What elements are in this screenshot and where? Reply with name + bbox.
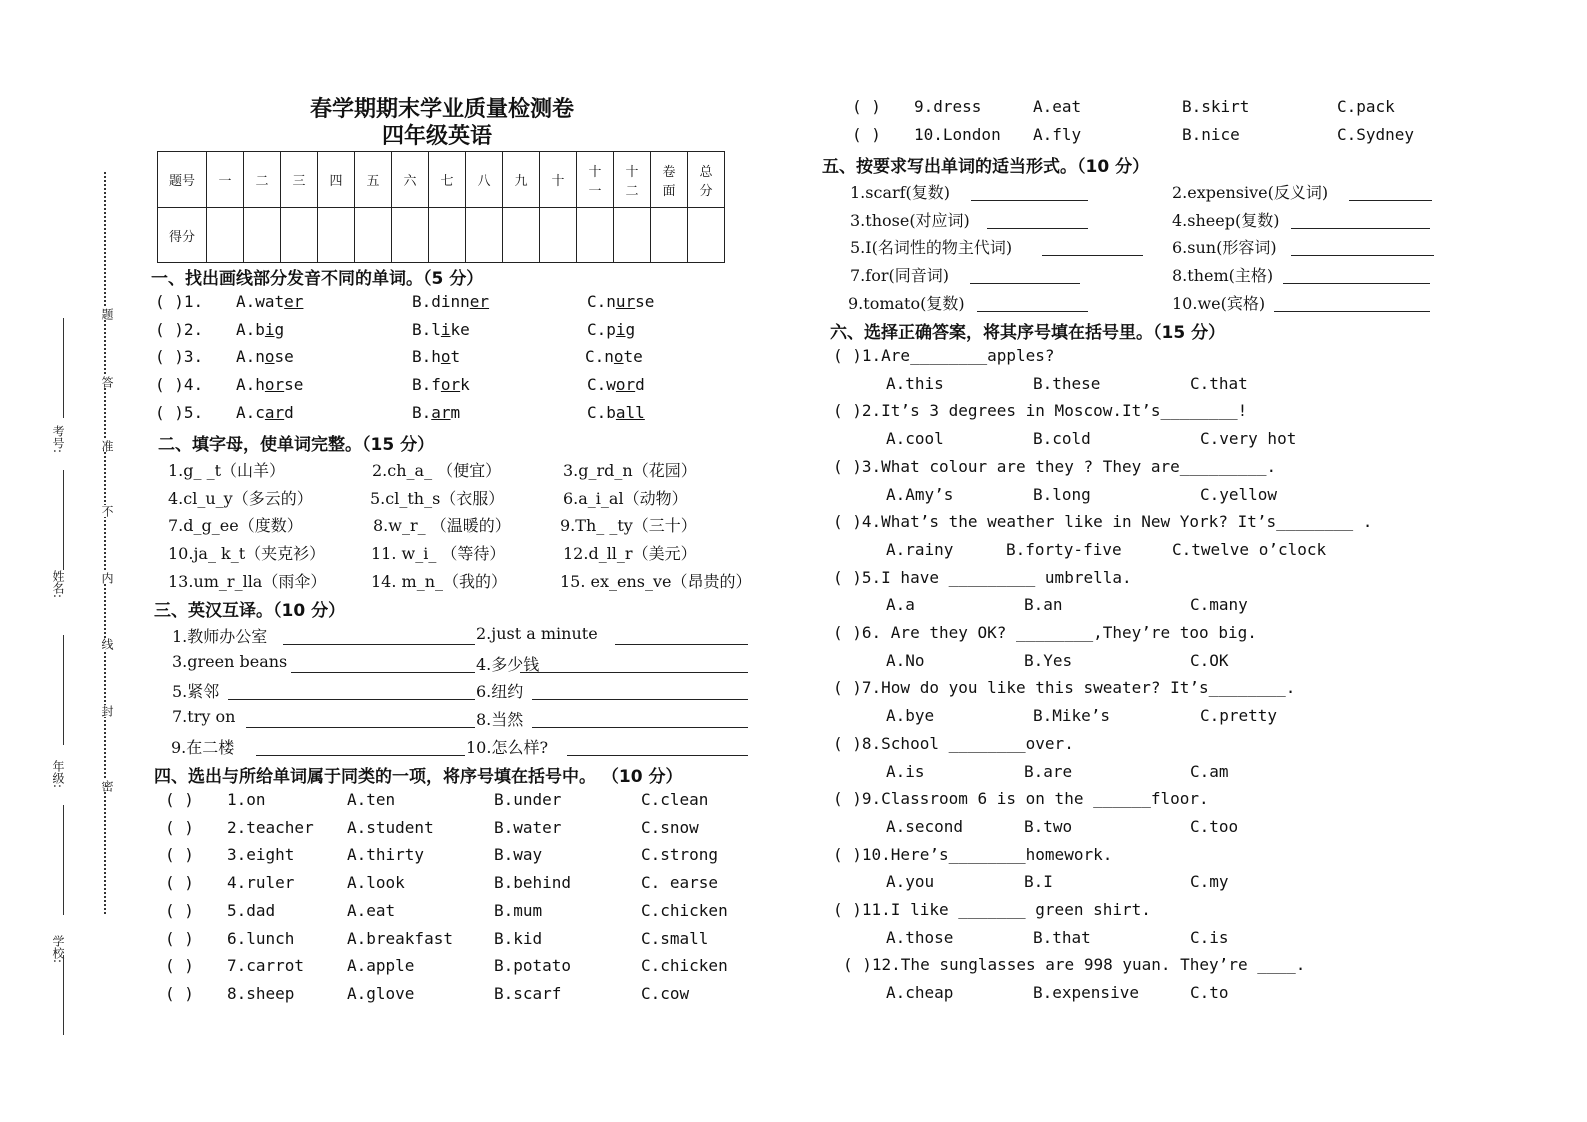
s1-option-text: g (274, 319, 285, 339)
s6-question: ( )5.I have _________ umbrella. (833, 567, 1132, 587)
s6-option: C.to (1190, 983, 1229, 1003)
score-row2-label: 得分 (158, 208, 207, 263)
s4-cell: A.fly (1033, 124, 1082, 144)
s3-term: 4.多少钱 (476, 654, 540, 674)
s6-option: B.two (1024, 816, 1073, 836)
s4-cell: C.cow (641, 983, 690, 1003)
score-col-header: 九 (503, 152, 540, 208)
s4-cell: 6.lunch (227, 928, 295, 948)
s4-cell: B.behind (494, 873, 572, 893)
score-col-header-char: 卷 (662, 164, 676, 180)
section1-title: 一、找出画线部分发音不同的单词。（5 分） (151, 269, 484, 289)
s4-cell: 3.eight (227, 845, 295, 865)
score-col-header: 六 (392, 152, 429, 208)
binding-write-line (63, 470, 64, 570)
s3-term: 1.教师办公室 (172, 627, 268, 646)
s1-option (236, 403, 294, 422)
s3-term: 8.当然 (476, 710, 524, 730)
s2-word-item: 10.ja_ k_t（夹克衫） (168, 544, 326, 564)
s4-cell: 1.on (227, 790, 266, 809)
s4-cell: A.breakfast (347, 928, 453, 948)
s3-term: 3.green beans (172, 651, 288, 671)
s6-option: A.cool (886, 429, 944, 449)
s4-cell: A.eat (1033, 97, 1082, 116)
binding-label: 学校: (51, 935, 65, 964)
section6-title: 六、选择正确答案，将其序号填在括号里。（15 分） (830, 323, 1226, 343)
s4-cell: B.water (494, 817, 562, 837)
s2-word-item: 8.w_r_ （温暖的） (373, 516, 511, 536)
s2-word-item: 13.um_r_lla（雨伞） (168, 571, 327, 591)
s1-option-text: m (450, 402, 461, 422)
s6-option: C.am (1190, 761, 1229, 781)
s1-option-text: C.w (587, 375, 616, 395)
s1-option-text: B.dinn (412, 292, 470, 311)
s5-answer-line (977, 311, 1088, 312)
s1-underlined-part: o (440, 347, 451, 367)
exam-title: 春学期期末学业质量检测卷 (310, 97, 575, 122)
s4-cell: ( ) (165, 845, 194, 865)
s4-cell: C.chicken (641, 956, 728, 976)
score-col-header: 八 (466, 152, 503, 208)
s4-cell: B.mum (494, 900, 543, 920)
score-col-header-char: 十 (625, 164, 639, 180)
s5-term: 2.expensive(反义词) (1172, 183, 1329, 202)
s3-answer-line (228, 699, 475, 700)
binding-write-line (63, 805, 64, 915)
s3-answer-line (615, 644, 748, 645)
s4-cell: B.way (494, 845, 543, 865)
score-cell[interactable] (503, 208, 540, 263)
s3-answer-line (291, 672, 475, 673)
s6-question: ( )3.What colour are they ? They are_________. (833, 456, 1277, 476)
s6-option: B.Mike’s (1033, 706, 1111, 726)
score-cell[interactable] (392, 208, 429, 263)
s1-option-text: C.n (587, 292, 616, 311)
score-col-header-char: 总 (699, 164, 713, 180)
s6-option: A.a (886, 595, 915, 615)
s4-cell: 4.ruler (227, 873, 295, 893)
score-col-header: 七 (429, 152, 466, 208)
s5-answer-line (1283, 283, 1430, 284)
s1-option-text: A.b (236, 319, 265, 339)
s2-word-item: 2.ch_a_ （便宜） (372, 461, 502, 480)
s1-item-number: ( )3. (155, 347, 204, 367)
s1-option (587, 403, 645, 422)
s1-option (587, 375, 645, 394)
score-col-header: 一 (207, 152, 244, 208)
s6-question: ( )1.Are________apples? (833, 346, 1055, 365)
s1-option-text: se (284, 375, 304, 395)
s4-cell: C.snow (641, 817, 699, 837)
s3-term: 9.在二楼 (171, 737, 235, 757)
s5-answer-line (1349, 200, 1432, 201)
s4-cell: ( ) (852, 124, 881, 144)
s6-option: C.my (1190, 872, 1229, 892)
s1-underlined-part: or (264, 375, 285, 395)
s6-option: B.Yes (1024, 650, 1073, 670)
score-cell[interactable] (466, 208, 503, 263)
s1-option-text: B.l (412, 319, 441, 339)
s1-option (412, 320, 470, 339)
score-cell[interactable] (614, 208, 651, 263)
s1-option-text: ke (450, 319, 470, 339)
s5-term: 8.them(主格) (1172, 266, 1274, 286)
s2-word-item: 15. ex_ens_ve（昂贵的） (560, 571, 752, 591)
s1-option-text: te (623, 347, 643, 367)
s1-option-text: A.h (236, 375, 265, 395)
s4-cell: A.look (347, 873, 405, 893)
s5-answer-line (971, 200, 1088, 201)
s6-question: ( )11.I like _______ green shirt. (833, 900, 1151, 919)
s6-question: ( )10.Here’s________homework. (833, 844, 1113, 864)
score-col-header-char: 分 (699, 183, 713, 199)
binding-char: 内 (100, 572, 114, 584)
s6-option: B.these (1033, 373, 1101, 393)
s4-cell: C.clean (641, 790, 709, 809)
s4-cell: A.thirty (347, 845, 425, 865)
s3-answer-line (283, 644, 475, 645)
s6-option: B.cold (1033, 429, 1091, 449)
s4-cell: 9.dress (914, 97, 982, 116)
s5-term: 7.for(同音词) (850, 266, 949, 286)
s4-cell: C.strong (641, 845, 719, 865)
s5-term: 1.scarf(复数) (850, 183, 951, 202)
s1-option-text: k (460, 375, 470, 395)
s4-cell: C.pack (1337, 97, 1395, 116)
s1-underlined-part: ur (615, 292, 636, 311)
s1-option-text: B.f (412, 375, 441, 395)
s3-term: 6.纽约 (476, 682, 524, 702)
binding-write-line (63, 635, 64, 745)
s6-option: A.is (886, 761, 925, 781)
score-col-header (688, 152, 725, 208)
s6-option: B.an (1024, 595, 1063, 615)
s1-option-text: se (274, 347, 294, 367)
s2-word-item: 1.g_ _t（山羊） (168, 461, 286, 480)
s6-option: A.rainy (886, 539, 954, 559)
s1-option-text: C.p (587, 319, 616, 339)
s5-term: 9.tomato(复数) (848, 293, 965, 313)
s4-cell: 8.sheep (227, 983, 295, 1003)
s3-term: 7.try on (172, 707, 236, 727)
score-col-header: 十 (540, 152, 577, 208)
s6-option: C.too (1190, 816, 1239, 836)
s4-cell: B.scarf (494, 983, 562, 1003)
s3-term: 10.怎么样? (466, 737, 549, 757)
s1-underlined-part: i (440, 319, 451, 339)
score-cell[interactable] (651, 208, 688, 263)
s5-answer-line (1042, 255, 1143, 256)
s1-underlined-part: o (613, 347, 624, 367)
s4-cell: A.apple (347, 956, 415, 976)
s6-option: B.that (1033, 927, 1091, 947)
s4-cell: C. earse (641, 873, 719, 893)
s1-underlined-part: i (264, 319, 275, 339)
s6-option: C.is (1190, 927, 1229, 947)
s4-cell: C.chicken (641, 900, 728, 920)
binding-char: 密 (100, 780, 114, 792)
s4-cell: B.nice (1182, 124, 1240, 144)
s1-option-text: t (450, 347, 461, 367)
s4-cell: ( ) (165, 817, 194, 837)
s6-option: B.are (1024, 761, 1073, 781)
score-col-header-char: 一 (588, 183, 602, 199)
score-col-header-char: 面 (662, 183, 676, 199)
s4-cell: ( ) (165, 928, 194, 948)
exam-subtitle: 四年级英语 (382, 124, 493, 149)
s4-cell: B.skirt (1182, 97, 1250, 116)
s2-word-item: 4.cl_u_y（多云的） (168, 488, 313, 508)
s4-cell: ( ) (165, 983, 194, 1003)
score-col-header: 三 (281, 152, 318, 208)
s1-option (236, 320, 284, 339)
s1-item-number: ( )2. (155, 319, 204, 339)
binding-label: 考号: (51, 425, 65, 454)
s3-term: 5.紧邻 (172, 682, 220, 702)
score-col-header-char: 二 (625, 183, 639, 199)
s1-option (585, 347, 643, 366)
s2-word-item: 14. m_n_（我的） (371, 571, 508, 591)
s1-underlined-part: er (284, 292, 304, 311)
score-cell[interactable] (688, 208, 725, 263)
binding-dotted-line (104, 172, 106, 914)
s6-option: A.cheap (886, 983, 954, 1003)
s2-word-item: 7.d_g_ee（度数） (168, 516, 303, 536)
score-table (157, 151, 725, 263)
s6-option: A.this (886, 373, 944, 393)
s6-question: ( )9.Classroom 6 is on the ______floor. (833, 789, 1209, 809)
score-cell[interactable] (281, 208, 318, 263)
s1-item-number: ( )4. (155, 375, 204, 395)
s1-underlined-part: or (615, 375, 636, 395)
score-col-header (651, 152, 688, 208)
s2-word-item: 6.a_i_al（动物） (563, 488, 688, 508)
s4-cell: B.under (494, 790, 562, 809)
s1-underlined-part: o (264, 347, 275, 367)
s1-option (236, 292, 303, 311)
s6-question: ( )12.The sunglasses are 998 yuan. They’re ____. (843, 955, 1306, 975)
s6-option: A.bye (886, 706, 935, 726)
s2-word-item: 9.Th_ _ty（三十） (560, 516, 697, 536)
s6-option: C.twelve o’clock (1172, 539, 1327, 559)
s4-cell: B.potato (494, 956, 572, 976)
s6-option: C.that (1190, 373, 1248, 393)
s1-underlined-part: ar (431, 402, 451, 422)
s3-answer-line (567, 755, 748, 756)
binding-write-line (63, 318, 64, 418)
s5-answer-line (1274, 311, 1430, 312)
s6-option: C.yellow (1200, 484, 1278, 504)
s4-cell: C.Sydney (1337, 124, 1415, 144)
s1-option (412, 347, 460, 366)
s4-cell: A.student (347, 817, 434, 837)
s1-option-text: A.wat (236, 292, 285, 311)
s3-answer-line (256, 755, 465, 756)
s6-question: ( )6. Are they OK? ________,They’re too big. (833, 623, 1257, 642)
score-col-header: 五 (355, 152, 392, 208)
score-cell[interactable] (429, 208, 466, 263)
s4-cell: ( ) (852, 97, 881, 116)
s6-option: B.long (1033, 484, 1091, 504)
s5-answer-line (1291, 228, 1430, 229)
s2-word-item: 5.cl_th_s（衣服） (370, 488, 505, 508)
section3-title: 三、英汉互译。（10 分） (154, 601, 346, 621)
s1-option (412, 375, 470, 394)
s6-option: A.those (886, 927, 954, 947)
s1-option-text: B.h (412, 347, 441, 367)
s4-cell: ( ) (165, 873, 194, 893)
s1-option (587, 292, 654, 311)
s1-item-number: ( )1. (155, 292, 204, 311)
score-col-header (577, 152, 614, 208)
s1-option-text: C.b (587, 402, 616, 422)
s6-option: B.expensive (1033, 983, 1139, 1003)
s6-option: C.very hot (1200, 429, 1297, 449)
binding-char: 不 (100, 505, 114, 517)
s6-option: B.forty-five (1006, 539, 1122, 559)
s4-cell: 2.teacher (227, 817, 314, 837)
s2-word-item: 3.g_rd_n（花园） (563, 461, 697, 480)
s1-option-text: g (625, 319, 636, 339)
s3-answer-line (532, 699, 748, 700)
s1-option (236, 347, 294, 366)
s6-option: C.many (1190, 595, 1248, 615)
binding-write-line (63, 955, 64, 1035)
s4-cell: ( ) (165, 956, 194, 976)
s6-option: A.you (886, 872, 935, 892)
score-cell[interactable] (207, 208, 244, 263)
s1-option (412, 403, 460, 422)
score-cell[interactable] (318, 208, 355, 263)
s4-cell: B.kid (494, 928, 543, 948)
s4-cell: ( ) (165, 900, 194, 920)
s4-cell: A.ten (347, 790, 396, 809)
score-row1-label: 题号 (158, 152, 207, 208)
s6-question: ( )8.School ________over. (833, 733, 1074, 753)
s4-cell: A.eat (347, 900, 396, 920)
s5-answer-line (987, 228, 1088, 229)
binding-char: 答 (100, 376, 114, 388)
s3-term: 2.just a minute (476, 624, 598, 643)
s1-option-text: A.n (236, 347, 265, 367)
binding-char: 线 (100, 638, 114, 650)
section5-title: 五、按要求写出单词的适当形式。（10 分） (822, 157, 1150, 177)
binding-char: 封 (100, 705, 114, 717)
s1-underlined-part: ar (264, 402, 285, 422)
s3-answer-line (532, 727, 748, 728)
s6-option: C.pretty (1200, 706, 1278, 726)
score-cell[interactable] (355, 208, 392, 263)
s4-cell: A.glove (347, 983, 415, 1003)
score-col-header-char: 十 (588, 164, 602, 180)
s1-option (412, 292, 489, 311)
s5-term: 5.I(名词性的物主代词) (850, 238, 1013, 258)
binding-char: 准 (100, 440, 114, 452)
s4-cell: 7.carrot (227, 956, 305, 976)
s1-underlined-part: or (440, 375, 461, 395)
s5-answer-line (1291, 255, 1434, 256)
s6-question: ( )2.It’s 3 degrees in Moscow.It’s________! (833, 401, 1248, 421)
s5-term: 6.sun(形容词) (1172, 238, 1277, 258)
s4-cell: 5.dad (227, 900, 276, 920)
s1-option (587, 320, 635, 339)
s6-option: C.OK (1190, 650, 1229, 670)
score-col-header: 四 (318, 152, 355, 208)
s5-term: 10.we(宾格) (1172, 293, 1266, 313)
s4-cell: C.small (641, 928, 709, 948)
s1-underlined-part: i (615, 319, 626, 339)
s1-option-text: C.n (585, 347, 614, 367)
s6-question: ( )7.How do you like this sweater? It’s________. (833, 678, 1296, 698)
s6-option: B.I (1024, 872, 1053, 892)
s1-option (236, 375, 303, 394)
s2-word-item: 11. w_i_ （等待） (371, 544, 506, 564)
s1-option-text: se (635, 292, 655, 311)
s6-option: A.Amy’s (886, 484, 954, 504)
s1-underlined-part: all (615, 402, 645, 422)
binding-label: 姓名: (51, 570, 65, 599)
s5-term: 3.those(对应词) (850, 210, 970, 230)
s1-option-text: B. (412, 402, 432, 422)
score-cell[interactable] (244, 208, 281, 263)
binding-char: 题 (100, 308, 114, 320)
s6-option: A.second (886, 816, 964, 836)
s2-word-item: 12.d_ll_r（美元） (563, 544, 697, 564)
score-col-header (614, 152, 651, 208)
binding-label: 年级: (51, 760, 65, 789)
s5-term: 4.sheep(复数) (1172, 210, 1280, 230)
s4-cell: 10.London (914, 124, 1001, 144)
score-cell[interactable] (577, 208, 614, 263)
score-col-header: 二 (244, 152, 281, 208)
s3-answer-line (520, 672, 748, 673)
s4-cell: ( ) (165, 790, 194, 809)
s6-question: ( )4.What’s the weather like in New York? It’s________ . (833, 512, 1373, 532)
section4-title: 四、选出与所给单词属于同类的一项，将序号填在括号中。 （10 分） (154, 767, 683, 787)
score-cell[interactable] (540, 208, 577, 263)
s3-answer-line (246, 727, 475, 728)
s1-option-text: A.c (236, 402, 265, 422)
s1-underlined-part: er (469, 292, 490, 311)
s6-option: A.No (886, 650, 925, 670)
s1-option-text: d (635, 375, 645, 395)
s1-item-number: ( )5. (155, 402, 204, 422)
s5-answer-line (970, 283, 1080, 284)
section2-title: 二、填字母，使单词完整。（15 分） (158, 435, 435, 455)
s1-option-text: d (284, 402, 294, 422)
